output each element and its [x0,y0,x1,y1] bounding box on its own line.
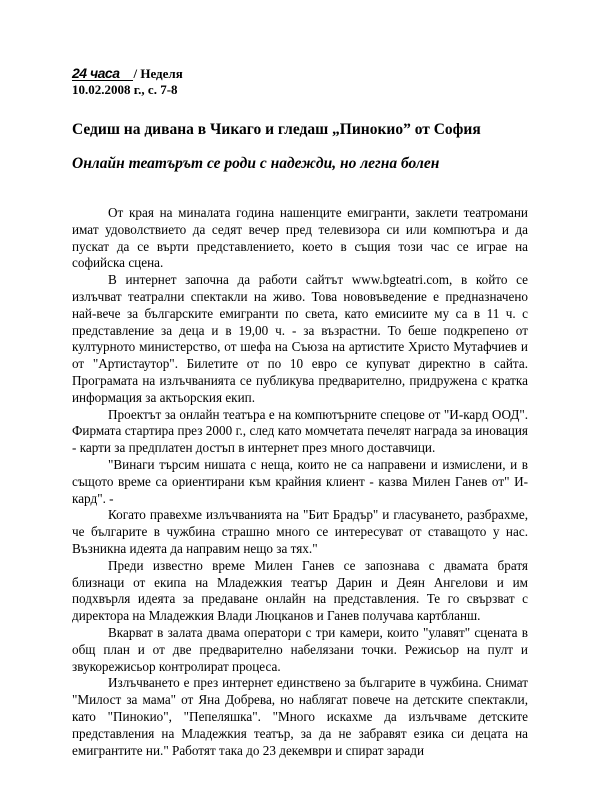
date-line: 10.02.2008 г., с. 7-8 [72,82,178,97]
paragraph: Излъчването е през интернет единствено за българите в чужбина. Снимат "Милост за мама" от Яна Добрева, но наблягат повече на детските спектакли, като "Пинокио", "Пепеляшка". "Много искахме да излъчваме детските представления на Младежкия театър, за да не забравят езика си децата на емигрантите ни." Работят така до 23 декември и спират заради [72,675,528,758]
paragraph: "Винаги търсим нишата с неща, които не са направени и измислени, и в същото време са ориентирани към крайния клиент - казва Милен Ганев от" И-кард". - [72,456,528,506]
paragraph: В интернет започна да работи сайтът www.bgteatri.com, в който се излъчват театрални спектакли на живо. Това нововъведение е предназначено най-вече за българските емигранти по света, като емисиите му са в 11 ч. с представление за деца и в 19,00 ч. - за възрастни. То беше подкрепено от културното министерство, от шефа на Съюза на артистите Христо Мутафчиев и от "Артистаутор". Билетите от по 10 евро се купуват директно в сайта. Програмата на излъчванията се публикува предварително, придружена с кратка информация за актьорския екип. [72,272,528,405]
source-header [72,66,183,98]
article-title: Седиш на дивана в Чикаго и гледаш „Пинокио” от София [72,121,481,138]
day-label: / Неделя [133,66,183,81]
paragraph: Когато правехме излъчванията на "Бит Брадър" и гласуването, разбрахме, че българите в чужбина страшно много се интересуват от ставащото у нас. Възникна идеята да направим нещо за тях." [72,507,528,556]
article-body [72,205,528,759]
paragraph: Проектът за онлайн театъра е на компютърните спецове от "И-кард ООД". Фирмата стартира през 2000 г., след като момчетата печелят награда за иновация - карти за предплатен достъп в интернет през много доставчици. [72,406,528,456]
paragraph: Преди известно време Милен Ганев се запознава с двамата братя близнаци от екипа на Младежкия театър Дарин и Деян Ангелови и им подхвърля идеята за предаване онлайн на представления. Те го свързват с директора на Младежкия Влади Люцканов и Ганев получава картбланш. [72,557,528,624]
paragraph: Вкарват в залата двама оператори с три камери, които "улавят" сцената в общ план и от две предварително набелязани точки. Режисьор на пулт и звукорежисьор контролират процеса. [72,624,528,674]
article-subtitle: Онлайн театърът се роди с надежди, но легна болен [72,155,440,172]
paragraph: От края на миналата година нашенците емигранти, заклети театромани имат удоволствието да седят вечер пред телевизора си или компютъра и да пускат да се върти представлението, което в същия този час се играе на софийска сцена. [72,205,528,271]
newspaper-logo: 24 часа [72,67,133,81]
